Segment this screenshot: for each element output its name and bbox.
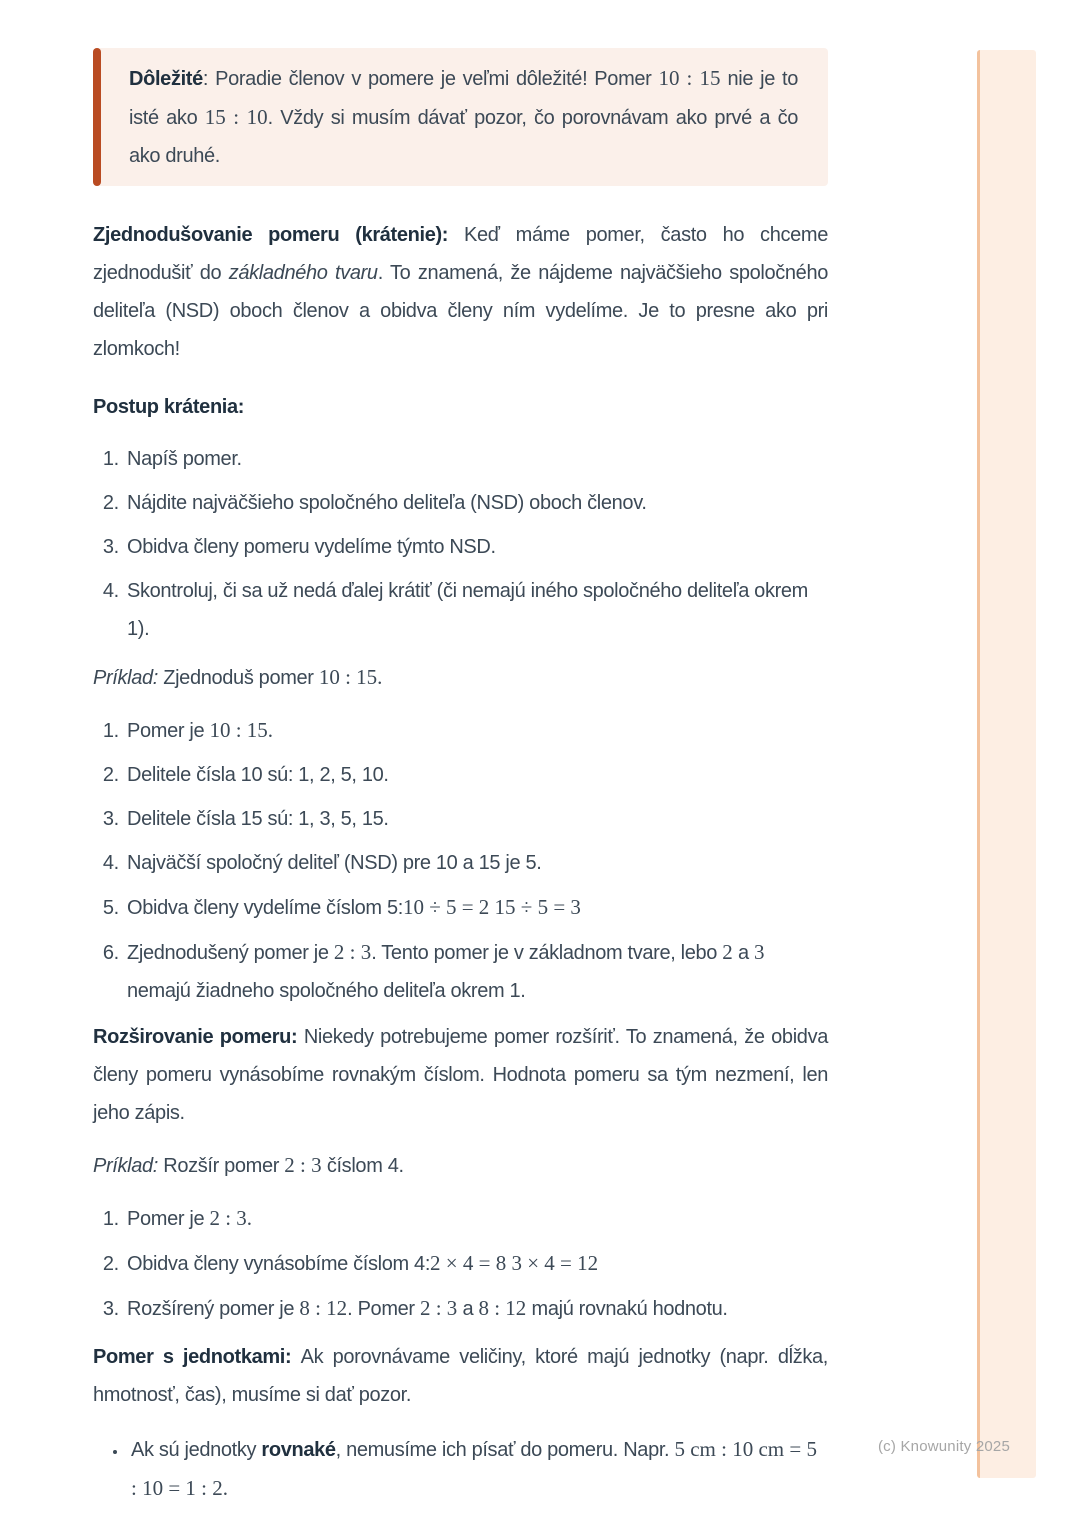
text-run: 10 : 15. <box>209 718 274 742</box>
text-run: Rozšírený pomer je <box>127 1298 300 1320</box>
units-rules-list <box>93 1430 828 1508</box>
text-run: Niekedy potrebujeme pomer rozšíriť. To znamená, že obidva členy pomeru vynásobíme rovnakým číslom. Hodnota pomeru sa tým nezmení, len jeho zápis. <box>93 1026 828 1124</box>
example-simplify-steps-list <box>93 711 828 1010</box>
text-run: Nájdite najväčšieho spoločného deliteľa (NSD) oboch členov. <box>127 492 647 514</box>
text-run: Najväčší spoločný deliteľ (NSD) pre 10 a 15 je 5. <box>127 852 542 874</box>
text-run: Keď máme pomer, často ho chceme zjednodušiť do <box>93 224 828 284</box>
example-expand-steps-list <box>93 1199 828 1328</box>
text-run: Skontroluj, či sa už nedá ďalej krátiť (či nemajú iného spoločného deliteľa okrem 1). <box>127 580 808 640</box>
text-run: Zjednodušovanie pomeru (krátenie): <box>93 224 465 246</box>
list-item <box>124 1199 828 1238</box>
text-run: 10 : 15. <box>318 665 383 689</box>
text-run: Napíš pomer. <box>127 448 242 470</box>
text-run: Pomer s jednotkami: <box>93 1346 301 1368</box>
text-run: Pomer je <box>127 1208 210 1230</box>
example-expand-line <box>93 1146 828 1185</box>
text-run: . Pomer <box>347 1298 420 1320</box>
text-run: Zjednodušený pomer je <box>127 942 334 964</box>
list-item <box>124 800 828 838</box>
simplifying-ratio-paragraph <box>93 216 828 368</box>
example-simplify-line <box>93 658 828 697</box>
text-run: 2 : 3 <box>333 940 372 964</box>
list-item <box>124 484 828 522</box>
text-run: 3 <box>753 940 765 964</box>
text-run: 2 : 3. <box>209 1206 253 1230</box>
ratio-with-units-paragraph <box>93 1338 828 1414</box>
text-run: majú rovnakú hodnotu. <box>526 1298 728 1320</box>
text-run: Ak sú jednotky <box>131 1439 262 1461</box>
list-item <box>124 711 828 750</box>
text-run: Obidva členy vydelíme číslom 5: <box>127 897 403 919</box>
text-run: rovnaké <box>261 1439 336 1461</box>
text-run: nie je to isté ako <box>129 68 798 129</box>
decorative-side-strip <box>977 50 1036 1478</box>
text-run: Rozšír pomer <box>158 1155 285 1177</box>
text-run: Obidva členy vynásobíme číslom 4: <box>127 1253 431 1275</box>
text-run: 2 <box>722 940 733 964</box>
text-run: Rozširovanie pomeru: <box>93 1026 304 1048</box>
text-run: , nemusíme ich písať do pomeru. Napr. <box>335 1439 675 1461</box>
text-run: 8 : 12 <box>299 1296 348 1320</box>
important-note-callout <box>93 48 828 186</box>
list-item <box>124 1244 828 1283</box>
list-item <box>124 756 828 794</box>
text-run: 8 : 12 <box>478 1296 527 1320</box>
text-run: . Tento pomer je v základnom tvare, lebo <box>371 942 723 964</box>
text-run: 10 : 15 <box>658 66 721 90</box>
text-run: . Vždy si musím dávať pozor, čo porovnávam ako prvé a čo ako druhé. <box>129 107 798 167</box>
list-item <box>124 528 828 566</box>
text-run: Zjednoduš pomer <box>158 667 319 689</box>
copyright-text: (c) Knowunity 2025 <box>877 1438 1010 1455</box>
text-run: základného tvaru <box>228 262 378 284</box>
text-run: Pomer je <box>127 720 210 742</box>
text-run: 5 cm : 10 cm = 5 : 10 = 1 : 2. <box>131 1437 817 1500</box>
shortening-steps-list <box>93 440 828 648</box>
text-run: nemajú žiadneho spoločného deliteľa okrem 1. <box>127 980 526 1002</box>
text-run: 10 ÷ 5 = 2 15 ÷ 5 = 3 <box>402 895 581 919</box>
text-run: a <box>457 1298 479 1320</box>
expanding-ratio-paragraph <box>93 1018 828 1132</box>
text-run: 2 : 3 <box>284 1153 322 1177</box>
list-item <box>128 1430 828 1508</box>
list-item <box>124 844 828 882</box>
list-item <box>124 1289 828 1328</box>
text-run: Príklad: <box>93 1155 159 1177</box>
text-run: 2 : 3 <box>419 1296 458 1320</box>
text-run: a <box>732 942 754 964</box>
text-run: Ak porovnávame veličiny, ktoré majú jednotky (napr. dĺžka, hmotnosť, čas), musíme si dať pozor. <box>93 1346 828 1406</box>
text-run: 15 : 10 <box>204 105 268 129</box>
text-run: 2 × 4 = 8 3 × 4 = 12 <box>430 1251 599 1275</box>
text-run: Delitele čísla 15 sú: 1, 3, 5, 15. <box>127 808 389 830</box>
text-run: Dôležité <box>129 68 203 90</box>
text-run: číslom 4. <box>321 1155 404 1177</box>
text-run: Príklad: <box>93 667 159 689</box>
list-item <box>124 933 828 1010</box>
text-run: : Poradie členov v pomere je veľmi dôležité! Pomer <box>202 68 659 90</box>
list-item <box>124 440 828 478</box>
text-run: Delitele čísla 10 sú: 1, 2, 5, 10. <box>127 764 389 786</box>
content-column <box>93 48 828 1514</box>
text-run: Obidva členy pomeru vydelíme týmto NSD. <box>127 536 496 558</box>
list-item <box>124 572 828 648</box>
list-item <box>124 888 828 927</box>
shortening-procedure-heading <box>93 388 828 426</box>
text-run: Postup krátenia: <box>93 396 245 418</box>
text-run: . To znamená, že nájdeme najväčšieho spoločného deliteľa (NSD) oboch členov a obidva členy ním vydelíme. Je to presne ako pri zlomkoch! <box>93 262 828 360</box>
